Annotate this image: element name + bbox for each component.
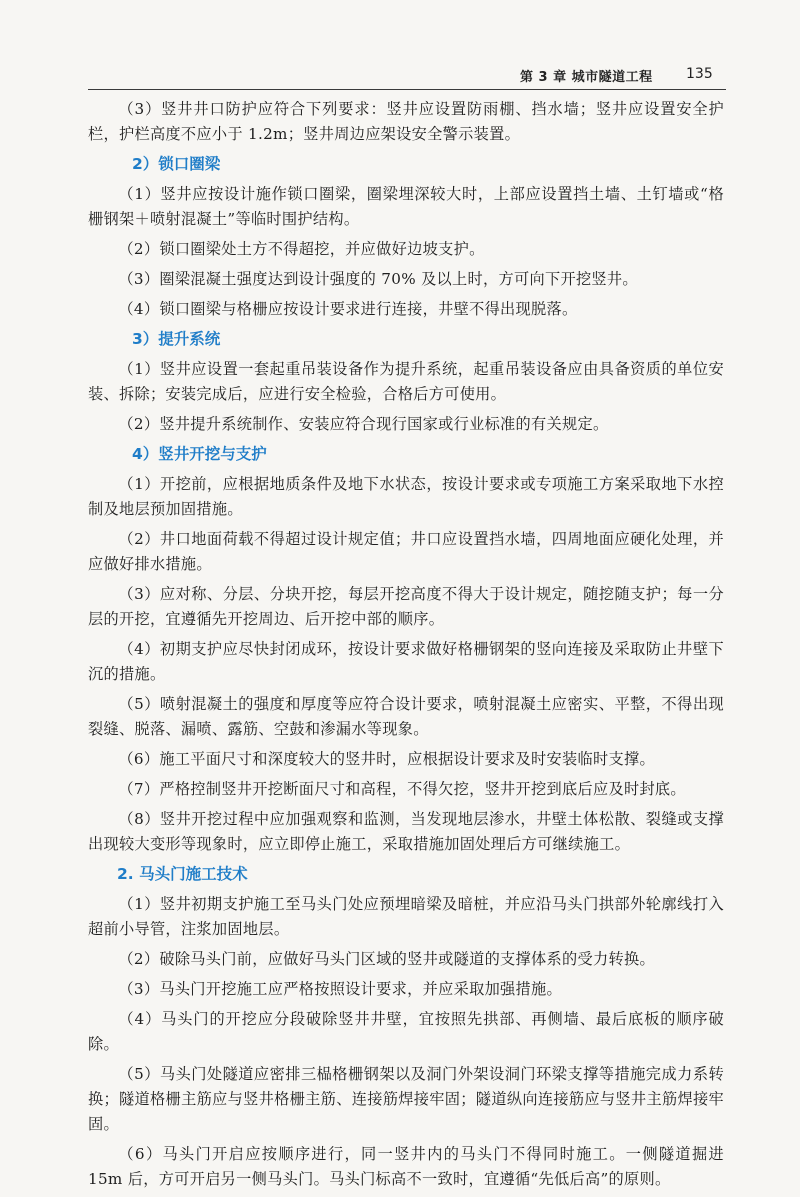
- paragraph: （3）马头门开挖施工应严格按照设计要求，并应采取加强措施。: [118, 980, 563, 998]
- paragraph: （3）圈梁混凝土强度达到设计强度的 70% 及以上时，方可向下开挖竖井。: [118, 270, 638, 288]
- chapter-title: 第 3 章 城市隧道工程: [520, 70, 653, 85]
- page-body: [88, 97, 724, 1197]
- paragraph: （3）应对称、分层、分块开挖，每层开挖高度不得大于设计规定，随挖随支护；每一分层的开挖，宜遵循先开挖周边、后开挖中部的顺序。: [88, 585, 724, 628]
- paragraph: （3）竖井井口防护应符合下列要求：竖井应设置防雨棚、挡水墙；竖井应设置安全护栏，护栏高度不应小于 1.2m；竖井周边应架设安全警示装置。: [88, 100, 724, 143]
- paragraph: （8）竖井开挖过程中应加强观察和监测，当发现地层渗水，井壁土体松散、裂缝或支撑出现较大变形等现象时，应立即停止施工，采取措施加固处理后方可继续施工。: [88, 810, 724, 853]
- paragraph: （1）竖井应设置一套起重吊装设备作为提升系统，起重吊装设备应由具备资质的单位安装、拆除；安装完成后，应进行安全检验，合格后方可使用。: [88, 360, 724, 403]
- paragraph: （2）破除马头门前，应做好马头门区域的竖井或隧道的支撑体系的受力转换。: [118, 950, 655, 968]
- paragraph: （6）施工平面尺寸和深度较大的竖井时，应根据设计要求及时安装临时支撑。: [118, 750, 655, 768]
- paragraph: （5）马头门处隧道应密排三榀格栅钢架以及洞门外架设洞门环梁支撑等措施完成力系转换；隧道格栅主筋应与竖井格栅主筋、连接筋焊接牢固；隧道纵向连接筋应与竖井主筋焊接牢固。: [88, 1065, 724, 1133]
- page-number: 135: [686, 66, 713, 82]
- paragraph: （2）锁口圈梁处土方不得超挖，并应做好边坡支护。: [118, 240, 485, 258]
- subsection-heading: 4）竖井开挖与支护: [132, 445, 267, 463]
- paragraph: （2）竖井提升系统制作、安装应符合现行国家或行业标准的有关规定。: [118, 415, 609, 433]
- paragraph: （4）马头门的开挖应分段破除竖井井壁，宜按照先拱部、再侧墙、最后底板的顺序破除。: [88, 1010, 724, 1053]
- paragraph: （4）锁口圈梁与格栅应按设计要求进行连接，井壁不得出现脱落。: [118, 300, 578, 318]
- paragraph: （4）初期支护应尽快封闭成环，按设计要求做好格栅钢架的竖向连接及采取防止井壁下沉的措施。: [88, 640, 724, 683]
- subsection-heading: 2）锁口圈梁: [132, 155, 221, 173]
- header-rule: [88, 89, 726, 90]
- paragraph: （5）喷射混凝土的强度和厚度等应符合设计要求，喷射混凝土应密实、平整，不得出现裂缝、脱落、漏喷、露筋、空鼓和渗漏水等现象。: [88, 695, 724, 738]
- paragraph: （6）马头门开启应按顺序进行，同一竖井内的马头门不得同时施工。一侧隧道掘进 15m 后，方可开启另一侧马头门。马头门标高不一致时，宜遵循“先低后高”的原则。: [88, 1145, 724, 1188]
- paragraph: （2）井口地面荷载不得超过设计规定值；井口应设置挡水墙，四周地面应硬化处理，并应做好排水措施。: [88, 530, 724, 573]
- subsection-heading: 3）提升系统: [132, 330, 221, 348]
- paragraph: （1）竖井应按设计施作锁口圈梁，圈梁埋深较大时，上部应设置挡土墙、土钉墙或“格栅钢架＋喷射混凝土”等临时围护结构。: [88, 185, 724, 228]
- section-heading: 2. 马头门施工技术: [117, 865, 248, 883]
- paragraph: （1）竖井初期支护施工至马头门处应预埋暗梁及暗桩，并应沿马头门拱部外轮廓线打入超前小导管，注浆加固地层。: [88, 895, 724, 938]
- paragraph: （7）严格控制竖井开挖断面尺寸和高程，不得欠挖，竖井开挖到底后应及时封底。: [118, 780, 686, 798]
- paragraph: （1）开挖前，应根据地质条件及地下水状态，按设计要求或专项施工方案采取地下水控制及地层预加固措施。: [88, 475, 724, 518]
- running-header: [0, 66, 800, 84]
